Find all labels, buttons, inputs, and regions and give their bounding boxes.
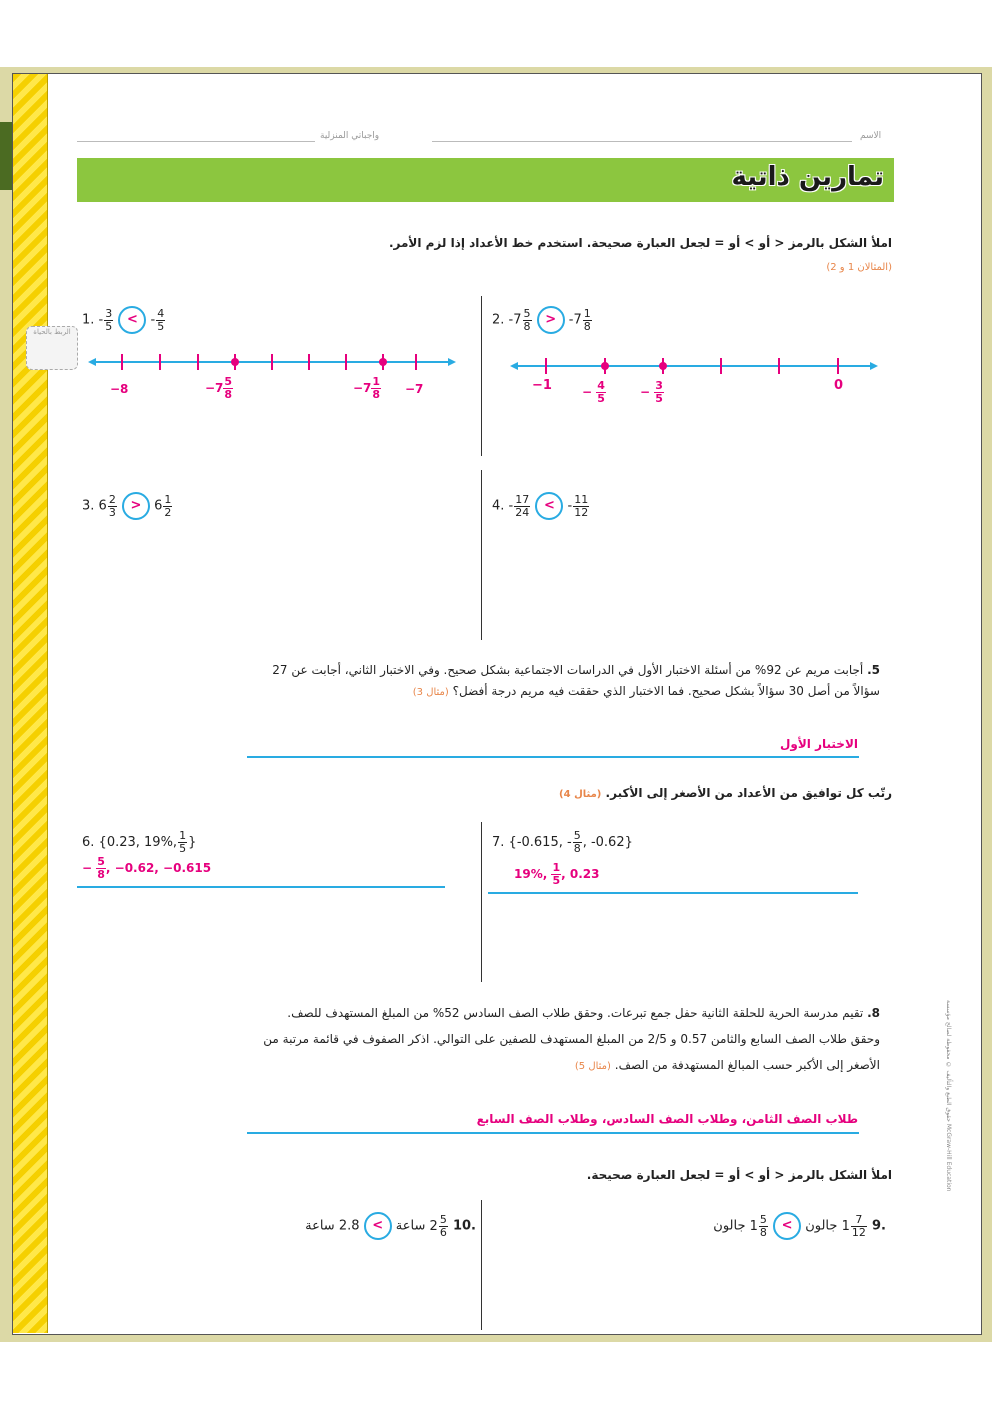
- denominator: 24: [515, 505, 530, 519]
- denominator: 8: [523, 319, 531, 333]
- problem-number: 8.: [867, 1006, 880, 1020]
- problem-number: 3.: [82, 498, 95, 514]
- divider-1: [481, 296, 482, 456]
- denominator: 5: [552, 874, 561, 887]
- denominator: 5: [105, 319, 113, 333]
- set-fraction: [178, 830, 187, 855]
- numerator: 3: [655, 379, 663, 392]
- left-fraction: [104, 308, 113, 333]
- right-value: 2.8: [338, 1218, 360, 1234]
- left-whole: 6: [98, 498, 107, 514]
- right-fraction: [573, 494, 589, 519]
- section3-instruction: املأ الشكل بالرمز < أو > أو = لجعل العبارة صحيحة.: [586, 1168, 892, 1182]
- left-fraction: [439, 1214, 448, 1239]
- problem-5: [255, 660, 880, 703]
- numerator: 5: [523, 306, 531, 320]
- answer-sign: −: [82, 861, 93, 875]
- problem-number: 1.: [82, 312, 95, 328]
- numerator: 5: [439, 1212, 447, 1226]
- numerator: 2: [108, 492, 116, 506]
- problem-6: [82, 830, 196, 855]
- left-whole: 2: [429, 1218, 438, 1234]
- set-close: , -0.62}: [582, 835, 633, 850]
- numerator: 11: [574, 492, 589, 506]
- green-tab: [0, 122, 12, 190]
- nl2-label-c: [640, 380, 664, 405]
- whole: −7: [205, 381, 224, 395]
- left-sign: -: [98, 312, 104, 328]
- yellow-binding-strip: [13, 74, 48, 1333]
- nl2-label-b: [582, 380, 606, 405]
- denominator: 5: [597, 392, 605, 405]
- right-fraction: [163, 494, 172, 519]
- numerator: 4: [597, 379, 605, 392]
- problem-9: [713, 1212, 886, 1240]
- right-fraction: [156, 308, 165, 333]
- right-fraction: [583, 308, 592, 333]
- right-unit: ساعة: [305, 1218, 335, 1234]
- title-bar: [77, 158, 894, 202]
- problem-5-answer: الاختبار الأول: [779, 737, 858, 751]
- sign: −: [640, 385, 651, 399]
- answer-circle[interactable]: <: [118, 306, 146, 334]
- problem-ref: (مثال 5): [574, 1061, 611, 1072]
- fraction: [654, 380, 664, 405]
- set-open: {-0.615, -: [508, 835, 572, 850]
- point-minus-7-1-8: [379, 358, 387, 366]
- problem-number: 5.: [867, 663, 880, 677]
- answer-a: 19%,: [514, 867, 548, 881]
- name-line: [432, 141, 852, 142]
- denominator: 12: [851, 1225, 866, 1239]
- answer-line-5: [247, 756, 859, 758]
- left-unit: جالون: [805, 1218, 838, 1234]
- problem-1: [82, 306, 166, 334]
- homework-line: [77, 141, 315, 142]
- point-minus-4-5: [601, 362, 609, 370]
- left-fraction: [108, 494, 117, 519]
- homework-label: واجباتي المنزلية: [320, 131, 380, 141]
- numerator: 3: [105, 306, 113, 320]
- problem-6-answer: [82, 856, 211, 881]
- page-title: تمارين ذاتية: [731, 162, 884, 192]
- denominator: 8: [583, 319, 591, 333]
- problem-8: [255, 1000, 880, 1080]
- fraction: [596, 380, 606, 405]
- answer-circle[interactable]: >: [773, 1212, 801, 1240]
- problem-number: 2.: [492, 312, 505, 328]
- numerator: 5: [97, 855, 105, 868]
- problem-ref: (مثال 3): [412, 687, 449, 698]
- left-unit: ساعة: [395, 1218, 426, 1234]
- denominator: 12: [574, 505, 589, 519]
- numerator: 5: [224, 375, 233, 388]
- problem-text: تقيم مدرسة الحرية للحلقة الثانية حفل جمع تبرعات. وحقق طلاب الصف السادس 52% من المبلغ المستهدف للصف. وحقق طلاب الصف السابع والثامن 0.57 و 2/5 من المبلغ المستهدف للصفين على التوالي. اذكر الصفوف في قائمة مرتبة من الأصغر إلى الأكبر حسب المبالغ المستهدفة من الصف.: [263, 1006, 880, 1072]
- nl2-label-a: −1: [532, 378, 552, 393]
- problem-text: أجابت مريم عن 92% من أسئلة الاختبار الأول في الدراسات الاجتماعية بشكل صحيح. وفي الاختبار الثاني، أجابت عن 27 سؤالاً من أصل 30 سؤالاً بشكل صحيح. فما الاختبار الذي حققت فيه مريم درجة أفضل؟: [272, 663, 880, 698]
- point-minus-7-5-8: [231, 358, 239, 366]
- sticker-icon[interactable]: [26, 326, 78, 370]
- problem-4: [492, 492, 590, 520]
- denominator: 8: [573, 842, 581, 855]
- problem-8-answer: طلاب الصف الثامن، وطلاب الصف السادس، وطلاب الصف السابع: [476, 1112, 858, 1126]
- numerator: 1: [583, 306, 591, 320]
- right-fraction: [759, 1214, 768, 1239]
- denominator: 8: [224, 388, 233, 401]
- denominator: 8: [759, 1225, 767, 1239]
- problem-7: [492, 830, 633, 855]
- answer-rest: , −0.62, −0.615: [105, 861, 212, 875]
- problem-number: .9: [872, 1218, 886, 1234]
- left-whole: 1: [841, 1218, 850, 1234]
- numerator: 1: [372, 375, 381, 388]
- right-whole: 1: [749, 1218, 758, 1234]
- set-close: }: [188, 835, 197, 850]
- numerator: 17: [515, 492, 530, 506]
- section2-instruction: [292, 786, 892, 800]
- answer-rest: , 0.23: [561, 867, 600, 881]
- nl2-label-d: 0: [834, 378, 844, 393]
- divider-4: [481, 1200, 482, 1330]
- problem-3: [82, 492, 173, 520]
- denominator: 5: [157, 319, 165, 333]
- number-line-1: [88, 348, 458, 378]
- answer-fraction: [551, 862, 561, 887]
- sign: −: [582, 385, 593, 399]
- numerator: 1: [552, 861, 561, 874]
- set-fraction: [573, 830, 582, 855]
- copyright-note: حقوق الطبع والتأليف © محفوظة لصالح مؤسسة McGraw-Hill Education: [945, 1000, 952, 1192]
- answer-circle[interactable]: >: [364, 1212, 392, 1240]
- instruction-ref: (مثال 4): [559, 789, 602, 800]
- left-fraction: [514, 494, 530, 519]
- left-fraction: [523, 308, 532, 333]
- left-fraction: [851, 1214, 867, 1239]
- right-whole: -7: [568, 312, 582, 328]
- answer-line-8: [247, 1132, 859, 1134]
- point-minus-3-5: [659, 362, 667, 370]
- section1-instruction: املأ الشكل بالرمز < أو > أو = لجعل العبارة صحيحة. استخدم خط الأعداد إذا لزم الأمر.: [388, 236, 892, 250]
- denominator: 5: [179, 842, 187, 855]
- name-label: الاسم: [860, 131, 882, 141]
- whole: −7: [353, 381, 372, 395]
- right-sign: -: [150, 312, 156, 328]
- divider-3: [481, 822, 482, 982]
- problem-7-answer: [514, 862, 599, 887]
- left-whole: -7: [508, 312, 522, 328]
- denominator: 2: [164, 505, 172, 519]
- numerator: 7: [851, 1214, 867, 1227]
- right-unit: جالون: [713, 1218, 746, 1234]
- answer-circle[interactable]: <: [535, 492, 563, 520]
- denominator: 8: [97, 868, 105, 881]
- numerator: 5: [573, 829, 581, 842]
- nl1-label-d: −7: [405, 382, 424, 396]
- fraction: [223, 376, 233, 401]
- number-line-2: [510, 352, 880, 382]
- problem-number: 4.: [492, 498, 505, 514]
- answer-fraction: [96, 856, 106, 881]
- numerator: 5: [759, 1212, 767, 1226]
- denominator: 5: [655, 392, 663, 405]
- fraction: [371, 376, 381, 401]
- divider-2: [481, 470, 482, 640]
- section1-ref: (المثالان 1 و 2): [826, 262, 892, 273]
- numerator: 1: [179, 829, 187, 842]
- answer-circle[interactable]: >: [537, 306, 565, 334]
- problem-number: 6.: [82, 835, 95, 850]
- answer-circle[interactable]: >: [122, 492, 150, 520]
- left-sign: -: [508, 498, 514, 514]
- sticker-text: الربط بالحياة: [33, 328, 71, 336]
- set-open: {0.23, 19%,: [98, 835, 178, 850]
- problem-number: 7.: [492, 835, 505, 850]
- nl1-label-b: [205, 376, 233, 401]
- problem-2: [492, 306, 593, 334]
- numerator: 1: [164, 492, 172, 506]
- answer-line-7: [488, 892, 858, 894]
- nl1-label-c: [353, 376, 381, 401]
- nl1-label-a: −8: [110, 382, 129, 396]
- right-whole: 6: [154, 498, 163, 514]
- numerator: 4: [157, 306, 165, 320]
- problem-number: .10: [452, 1218, 476, 1234]
- answer-line-6: [77, 886, 445, 888]
- instruction-text: رتّب كل توافيق من الأعداد من الأصغر إلى الأكبر.: [605, 786, 892, 800]
- right-sign: -: [567, 498, 573, 514]
- denominator: 6: [439, 1225, 447, 1239]
- denominator: 8: [372, 388, 381, 401]
- denominator: 3: [108, 505, 116, 519]
- problem-10: [305, 1212, 476, 1240]
